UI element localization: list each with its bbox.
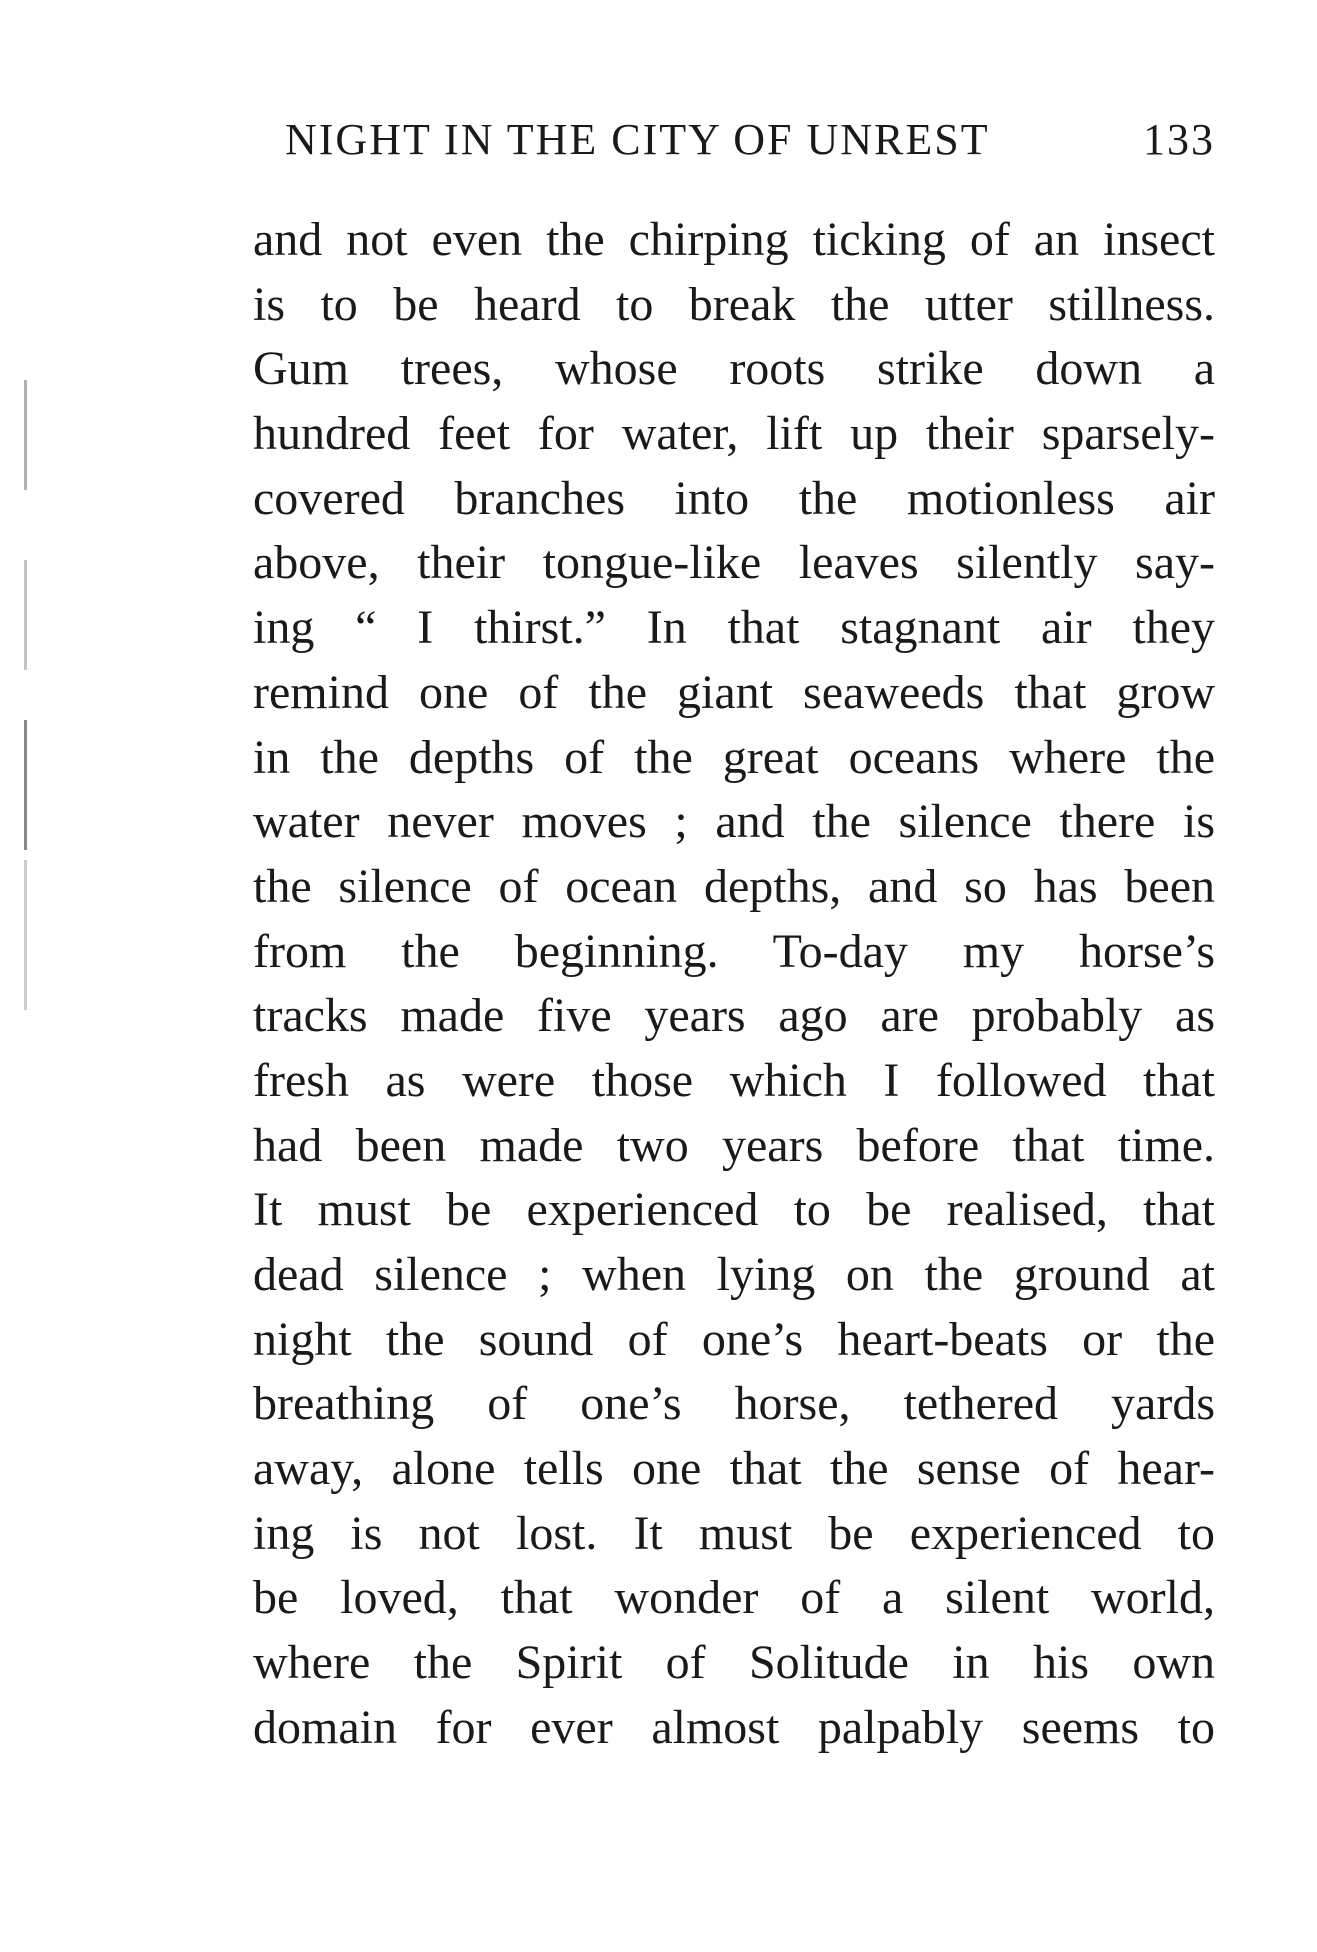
text-line: covered branches into the motionless air (253, 471, 1215, 525)
text-line: ing “ I thirst.” In that stagnant air they (253, 601, 1215, 655)
text-line: night the sound of one’s heart-beats or the (253, 1312, 1215, 1366)
text-line: tracks made five years ago are probably as (253, 989, 1215, 1043)
text-line: above, their tongue-like leaves silently say- (253, 536, 1215, 590)
text-line: domain for ever almost palpably seems to (253, 1700, 1215, 1754)
text-line: water never moves ; and the silence there is (253, 795, 1215, 849)
text-line: dead silence ; when lying on the ground at (253, 1248, 1215, 1301)
text-line: away, alone tells one that the sense of hear- (253, 1442, 1215, 1496)
text-line: and not even the chirping ticking of an insect (253, 213, 1215, 266)
page-number: 133 (1143, 115, 1215, 164)
binding-shadow (24, 380, 27, 490)
text-line: in the depths of the great oceans where the (253, 730, 1215, 784)
text-line: where the Spirit of Solitude in his own (253, 1636, 1215, 1690)
text-line: hundred feet for water, lift up their sparsely- (253, 407, 1215, 461)
text-line: had been made two years before that time. (253, 1118, 1215, 1172)
text-line: fresh as were those which I followed that (253, 1053, 1215, 1107)
binding-shadow (24, 720, 27, 850)
text-line: be loved, that wonder of a silent world, (253, 1571, 1215, 1625)
binding-shadow (24, 860, 27, 1010)
body-text (253, 208, 1215, 1761)
text-line: It must be experienced to be realised, that (253, 1183, 1215, 1237)
running-title: NIGHT IN THE CITY OF UNREST (285, 115, 990, 164)
binding-shadow (24, 560, 27, 670)
text-line: from the beginning. To-day my horse’s (253, 924, 1215, 978)
text-line: the silence of ocean depths, and so has been (253, 859, 1215, 913)
text-line: remind one of the giant seaweeds that grow (253, 665, 1215, 719)
text-line: is to be heard to break the utter stillness. (253, 277, 1215, 331)
text-line: breathing of one’s horse, tethered yards (253, 1377, 1215, 1431)
text-line: Gum trees, whose roots strike down a (253, 342, 1215, 396)
text-line: ing is not lost. It must be experienced to (253, 1506, 1215, 1560)
